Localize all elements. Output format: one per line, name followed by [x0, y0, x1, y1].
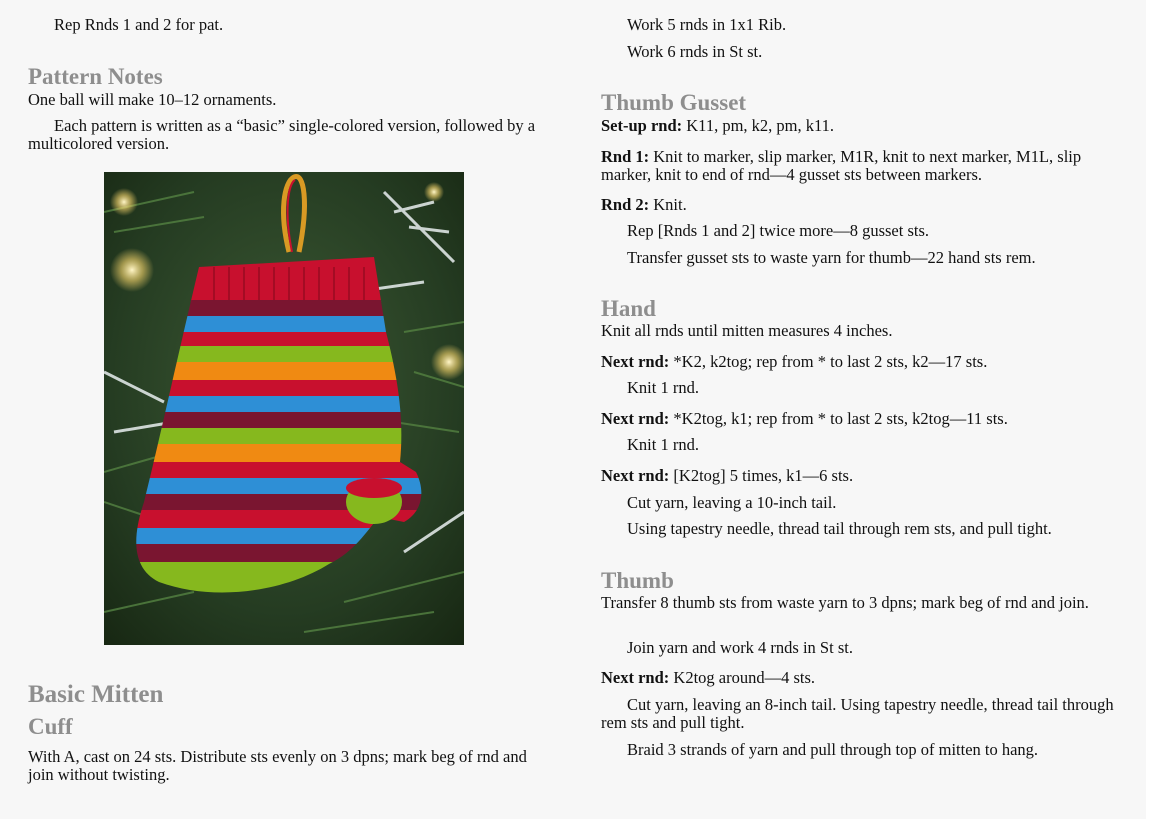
basic-mitten-heading: Basic Mitten: [28, 681, 164, 708]
cut-yarn-8: Cut yarn, leaving an 8-inch tail. Using tapestry needle, thread tail through rem sts and pull tight.: [601, 695, 1114, 732]
rep-rounds-text: Rep Rnds 1 and 2 for pat.: [54, 15, 224, 34]
round-2-label: Rnd 2:: [601, 195, 650, 214]
braid-instruction: Braid 3 strands of yarn and pull through top of mitten to hang.: [627, 740, 1039, 759]
cut-yarn-10: Cut yarn, leaving a 10-inch tail.: [627, 493, 837, 512]
round-1-label: Rnd 1:: [601, 147, 650, 166]
tapestry-instruction: Using tapestry needle, thread tail through rem sts, and pull tight.: [627, 519, 1052, 538]
transfer-gusset-text: Transfer gusset sts to waste yarn for thumb—22 hand sts rem.: [627, 248, 1036, 267]
cuff-heading: Cuff: [28, 714, 73, 739]
rep-twice-text: Rep [Rnds 1 and 2] twice more—8 gusset sts.: [627, 221, 930, 240]
round-1: [601, 148, 1126, 184]
next-round-3-label: Next rnd:: [601, 466, 670, 485]
knit-1-round-b: Knit 1 rnd.: [627, 435, 699, 454]
notes-line-1: One ball will make 10–12 ornaments.: [28, 90, 277, 109]
cuff-text: With A, cast on 24 sts. Distribute sts evenly on 3 dpns; mark beg of rnd and join without twisting.: [28, 747, 527, 784]
next-round-2-label: Next rnd:: [601, 409, 670, 428]
next-round-4-label: Next rnd:: [601, 668, 670, 687]
round-1-text: Knit to marker, slip marker, M1R, knit to next marker, M1L, slip marker, knit to end of rnd—4 gusset sts between markers.: [601, 147, 1082, 184]
next-round-1-text: *K2, k2tog; rep from * to last 2 sts, k2—17 sts.: [669, 352, 988, 371]
setup-round: [601, 117, 1126, 135]
next-round-1-label: Next rnd:: [601, 352, 670, 371]
next-round-3-text: [K2tog] 5 times, k1—6 sts.: [669, 466, 854, 485]
hand-heading: Hand: [601, 296, 656, 321]
thumb-gusset-heading: Thumb Gusset: [601, 90, 747, 115]
thumb-transfer: Transfer 8 thumb sts from waste yarn to 3 dpns; mark beg of rnd and join.: [601, 593, 1089, 612]
next-round-4: [601, 669, 1126, 687]
stst-instruction: Work 6 rnds in St st.: [627, 42, 763, 61]
knit-1-round-a: Knit 1 rnd.: [627, 378, 699, 397]
mitten-ornament-photo: [104, 172, 464, 645]
thumb-heading: Thumb: [601, 568, 674, 593]
setup-round-text: K11, pm, k2, pm, k11.: [682, 116, 835, 135]
next-round-1: [601, 353, 1126, 371]
notes-line-2: Each pattern is written as a “basic” single-colored version, followed by a multicolored version.: [28, 116, 536, 153]
mitten-illustration: [104, 172, 464, 645]
next-round-3: [601, 467, 1126, 485]
next-round-2: [601, 410, 1126, 428]
setup-round-label: Set-up rnd:: [601, 116, 683, 135]
pattern-notes-heading: Pattern Notes: [28, 64, 163, 89]
hand-intro: Knit all rnds until mitten measures 4 inches.: [601, 321, 893, 340]
next-round-2-text: *K2tog, k1; rep from * to last 2 sts, k2tog—11 sts.: [669, 409, 1008, 428]
rib-instruction: Work 5 rnds in 1x1 Rib.: [627, 15, 787, 34]
next-round-4-text: K2tog around—4 sts.: [669, 668, 816, 687]
join-yarn-text: Join yarn and work 4 rnds in St st.: [627, 638, 853, 657]
page-edge: [1146, 0, 1152, 819]
round-2: [601, 196, 1126, 214]
round-2-text: Knit.: [649, 195, 687, 214]
